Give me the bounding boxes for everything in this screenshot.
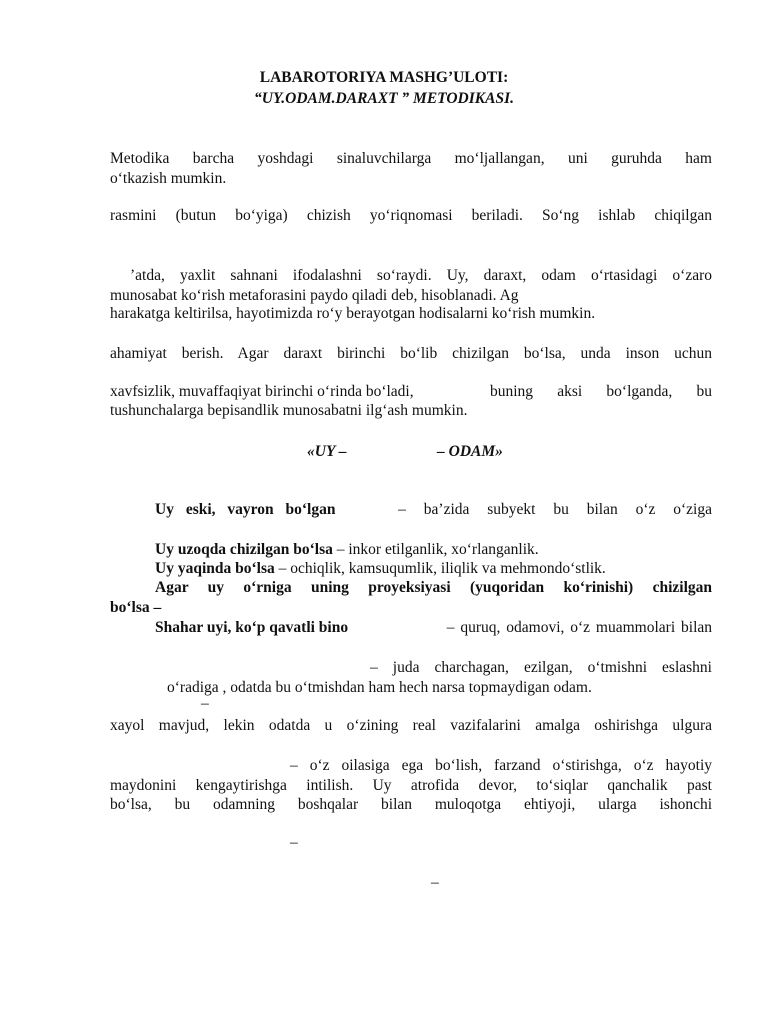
para1-line2: o‘tkazish mumkin.	[110, 170, 227, 187]
item5-line	[155, 619, 712, 637]
para1-line1: Metodika barcha yoshdagi sinaluvchilarga mo‘ljallangan, uni guruhda ham	[110, 150, 712, 167]
para2-line1: rasmini (butun bo‘yiga) chizish yo‘riqnomasi beriladi. So‘ng ishlab chiqilgan	[110, 207, 712, 224]
item2-rest: – inkor etilganlik, xo‘rlanganlik.	[332, 541, 539, 558]
tail-dash3: –	[431, 874, 439, 891]
para4-line1: ahamiyat berish. Agar daraxt birinchi bo‘lib chizilgan bo‘lsa, unda inson uchun	[110, 345, 712, 362]
tail-line4: – o‘z oilasiga ega bo‘lish, farzand o‘stirishga, o‘z hayotiy	[290, 757, 712, 774]
para5-line1a: xavfsizlik, muvaffaqiyat birinchi o‘rinda bo‘ladi,	[110, 383, 414, 400]
tail-line2: o‘radiga , odatda bu o‘tmishdan ham hech narsa topmaydigan odam.	[167, 679, 592, 696]
para3-line3: harakatga keltirilsa, hayotimizda ro‘y berayotgan hodisalarni ko‘rish mumkin.	[110, 305, 596, 322]
item3-rest: – ochiqlik, kamsuqumlik, iliqlik va mehmondo‘stlik.	[274, 560, 606, 577]
para3-line1: ’atda, yaxlit sahnani ifodalashni so‘raydi. Uy, daraxt, odam o‘rtasidagi o‘zaro	[130, 267, 712, 284]
tail-dash2: –	[290, 834, 298, 851]
tail-dash1: –	[201, 695, 209, 712]
tail-line3: xayol mavjud, lekin odatda u o‘zining real vazifalarini amalga oshirishga ulgura	[110, 717, 712, 734]
item3-line	[155, 560, 606, 578]
item1-rest: – ba’zida subyekt bu bilan o‘z o‘ziga	[398, 501, 712, 518]
item5-bold: Shahar uyi, ko‘p qavatli bino	[155, 619, 349, 636]
item2-bold: Uy uzoqda chizilgan bo‘lsa	[155, 541, 333, 558]
title-line-1: LABAROTORIYA MASHG’ULOTI:	[259, 69, 509, 86]
item1-line	[155, 501, 712, 519]
para5-line1b: buning aksi bo‘lganda, bu	[490, 383, 712, 400]
para3-line2: munosabat ko‘rish metaforasini paydo qiladi deb, hisoblanadi. Ag	[110, 287, 519, 304]
para5-line2: tushunchalarga bepisandlik munosabatni ilg‘ash mumkin.	[110, 402, 468, 419]
item1-bold: Uy eski, vayron bo‘lgan	[155, 501, 336, 518]
section-heading-left: «UY –	[307, 443, 347, 460]
tail-line6: bo‘lsa, bu odamning boshqalar bilan muloqotga ehtiyoji, ularga ishonchi	[110, 796, 712, 813]
item3-bold: Uy yaqinda bo‘lsa	[155, 560, 275, 577]
section-heading-right: – ODAM»	[437, 443, 503, 460]
item5-rest: – quruq, odamovi, o‘z muammolari bilan	[446, 619, 712, 636]
tail-line5: maydonini kengaytirishga intilish. Uy atrofida devor, to‘siqlar qanchalik past	[110, 777, 712, 794]
title-line-2: “UY.ODAM.DARAXT ” METODIKASI.	[254, 90, 514, 107]
item2-line	[155, 541, 539, 559]
item4-line2: bo‘lsa –	[110, 599, 162, 616]
tail-line1: – juda charchagan, ezilgan, o‘tmishni eslashni	[370, 659, 712, 676]
item4-line1: Agar uy o‘rniga uning proyeksiyasi (yuqoridan ko‘rinishi) chizilgan	[155, 579, 712, 596]
